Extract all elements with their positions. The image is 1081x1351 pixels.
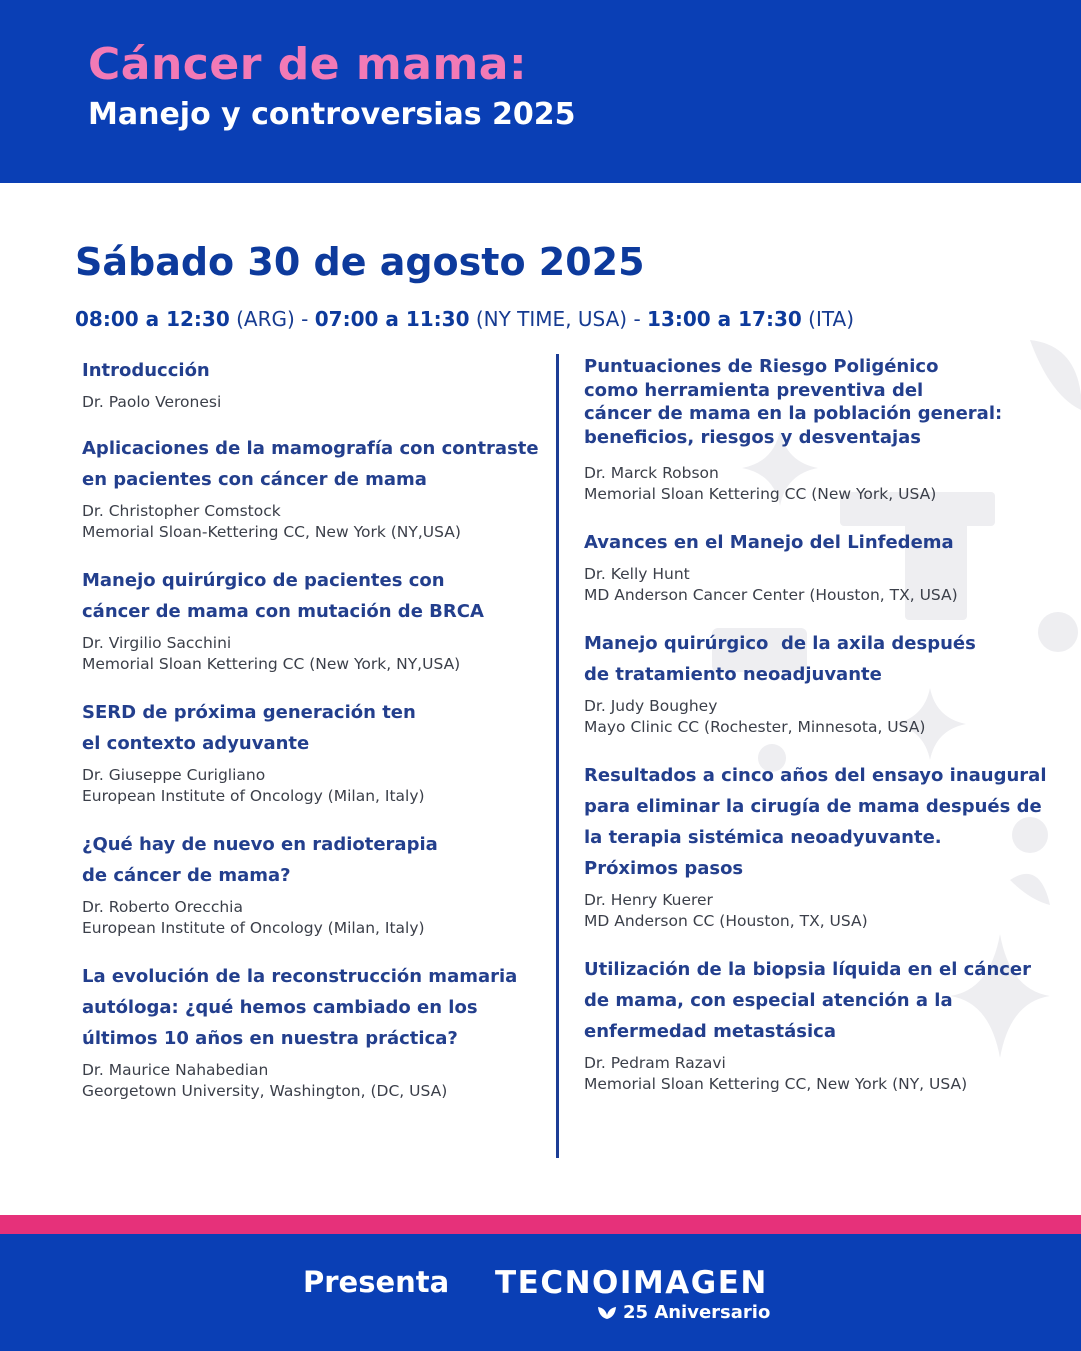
talk-title-line: Manejo quirúrgico de pacientes con	[82, 570, 445, 591]
talk-title-line: SERD de próxima generación ten	[82, 702, 416, 723]
anniversary-text: 25 Aniversario	[623, 1302, 771, 1323]
time-separator: -	[301, 307, 309, 331]
talk-speaker: Dr. Kelly Hunt	[584, 565, 690, 583]
talk-institution: European Institute of Oncology (Milan, Italy)	[82, 919, 425, 937]
talk-institution: MD Anderson Cancer Center (Houston, TX, USA)	[584, 586, 958, 604]
talk-item	[584, 355, 1034, 505]
talk-item	[82, 829, 552, 939]
talk-speaker: Dr. Marck Robson	[584, 464, 719, 482]
time-separator: -	[633, 307, 641, 331]
leaf-shape	[1030, 340, 1081, 410]
talk-item	[82, 961, 552, 1102]
page-title: Cáncer de mama:	[88, 39, 528, 90]
talk-title-line: enfermedad metastásica	[584, 1021, 836, 1042]
talk-speaker: Dr. Maurice Nahabedian	[82, 1061, 269, 1079]
talk-title-line: para eliminar la cirugía de mama después de	[584, 796, 1042, 817]
page-subtitle: Manejo y controversias 2025	[88, 97, 576, 132]
talk-title-line: de mama, con especial atención a la	[584, 990, 953, 1011]
talk-institution: Memorial Sloan Kettering CC, New York (NY, USA)	[584, 1075, 968, 1093]
talk-speaker: Dr. Henry Kuerer	[584, 891, 713, 909]
talk-title-line: la terapia sistémica neoadyuvante.	[584, 827, 942, 848]
talk-title-line: el contexto adyuvante	[82, 733, 310, 754]
talk-speaker: Dr. Pedram Razavi	[584, 1054, 726, 1072]
talk-item	[584, 628, 1034, 738]
talk-item	[82, 355, 552, 413]
talk-title	[82, 961, 552, 1054]
talk-title-line: de cáncer de mama?	[82, 865, 291, 886]
talk-title	[584, 760, 1047, 884]
talk-title-line: Aplicaciones de la mamografía con contraste	[82, 438, 539, 459]
talk-title	[82, 565, 552, 627]
talk-title-line: Resultados a cinco años del ensayo inaugural	[584, 765, 1047, 786]
talk-speaker: Dr. Virgilio Sacchini	[82, 634, 232, 652]
talk-title-line: Utilización de la biopsia líquida en el cáncer	[584, 959, 1032, 980]
talk-title-line: Próximos pasos	[584, 858, 744, 879]
talk-speaker: Dr. Paolo Veronesi	[82, 393, 222, 411]
time-ny-hours: 07:00 a 11:30	[314, 307, 470, 331]
brand-logo-text: TECNOIMAGEN	[495, 1265, 768, 1301]
talk-title	[82, 355, 552, 386]
schedule-right-column	[584, 355, 1047, 1115]
talk-speaker: Dr. Roberto Orecchia	[82, 898, 243, 916]
talk-institution: Georgetown University, Washington, (DC, USA)	[82, 1082, 448, 1100]
anniversary-label	[597, 1301, 770, 1325]
talk-item	[82, 433, 552, 543]
talk-item	[584, 954, 1034, 1095]
talk-institution: Memorial Sloan-Kettering CC, New York (NY,USA)	[82, 523, 461, 541]
talk-title-line: ¿Qué hay de nuevo en radioterapia	[82, 834, 438, 855]
time-arg-hours: 08:00 a 12:30	[75, 307, 230, 331]
talk-title-line: Manejo quirúrgico de la axila después	[584, 633, 976, 654]
talk-title	[82, 829, 552, 891]
talk-item	[584, 527, 1034, 606]
schedule-left-column	[82, 355, 552, 1122]
talk-title-line: últimos 10 años en nuestra práctica?	[82, 1028, 458, 1049]
footer-accent-band	[0, 1215, 1081, 1234]
leaf-icon	[597, 1304, 617, 1320]
talk-speaker: Dr. Judy Boughey	[584, 697, 718, 715]
presenta-label: Presenta	[303, 1265, 450, 1299]
talk-title	[82, 697, 552, 759]
time-ita-hours: 13:00 a 17:30	[647, 307, 802, 331]
talk-item	[82, 697, 552, 807]
event-date: Sábado 30 de agosto 2025	[75, 240, 645, 284]
dot-shape	[1038, 612, 1078, 652]
talk-institution: Memorial Sloan Kettering CC (New York, NY,USA)	[82, 655, 461, 673]
talk-title-line: autóloga: ¿qué hemos cambiado en los	[82, 997, 478, 1018]
talk-title-line: beneficios, riesgos y desventajas	[584, 426, 922, 448]
talk-institution: Memorial Sloan Kettering CC (New York, USA)	[584, 485, 937, 503]
talk-title-line: cáncer de mama con mutación de BRCA	[82, 601, 484, 622]
talk-item	[82, 565, 552, 675]
talk-title-line: de tratamiento neoadjuvante	[584, 664, 882, 685]
talk-title-line: Avances en el Manejo del Linfedema	[584, 532, 954, 553]
talk-title-line: como herramienta preventiva del	[584, 379, 924, 401]
talk-title-line: Puntuaciones de Riesgo Poligénico	[584, 356, 939, 377]
talk-speaker: Dr. Christopher Comstock	[82, 502, 281, 520]
talk-title	[584, 527, 1034, 558]
time-ny-zone: (NY TIME, USA)	[475, 307, 628, 331]
talk-title-line: La evolución de la reconstrucción mamaria	[82, 966, 518, 987]
talk-title-line: Introducción	[82, 360, 210, 381]
time-ita-zone: (ITA)	[808, 307, 854, 331]
talk-title	[584, 355, 1034, 449]
talk-title	[82, 433, 552, 495]
talk-speaker: Dr. Giuseppe Curigliano	[82, 766, 266, 784]
talk-title	[584, 954, 1034, 1047]
event-times	[75, 305, 854, 333]
time-arg-zone: (ARG)	[236, 307, 295, 331]
talk-institution: European Institute of Oncology (Milan, Italy)	[82, 787, 425, 805]
talk-title	[584, 628, 1034, 690]
talk-title-line: cáncer de mama en la población general:	[584, 403, 1003, 424]
talk-item	[584, 760, 1047, 932]
talk-institution: Mayo Clinic CC (Rochester, Minnesota, USA)	[584, 718, 926, 736]
column-divider	[556, 354, 559, 1158]
talk-institution: MD Anderson CC (Houston, TX, USA)	[584, 912, 868, 930]
talk-title-line: en pacientes con cáncer de mama	[82, 469, 427, 490]
